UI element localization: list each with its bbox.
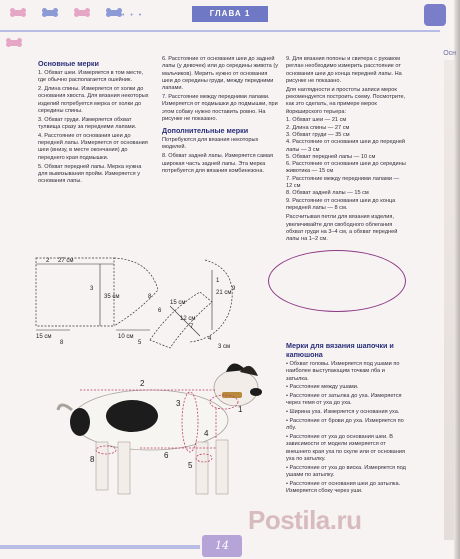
list-item: • Расстояние от уха до основания шеи. В зависимости от модели измеряется от внешнего края уха по скуле или от основания уха по затылку. bbox=[286, 434, 406, 463]
page-footer bbox=[0, 535, 454, 559]
diagram-label: 2 bbox=[46, 258, 50, 264]
header-rule bbox=[0, 30, 440, 32]
dog-label: 6 bbox=[164, 451, 169, 460]
dog-hind-leg bbox=[96, 442, 108, 490]
paragraph: 3. Обхват груди. Измеряется обхват тулвища сразу за передними лапами. bbox=[38, 116, 137, 131]
bone-icon bbox=[108, 10, 120, 16]
diagram-label: 10 см bbox=[118, 334, 134, 340]
column-example bbox=[286, 56, 406, 245]
page-number: 14 bbox=[202, 535, 242, 557]
bone-icon bbox=[76, 10, 88, 16]
diagram-label: 35 см bbox=[104, 294, 120, 300]
paragraph: Потребуются для вязания некоторых моделей. bbox=[162, 137, 259, 151]
column-hat-measurements bbox=[286, 338, 406, 497]
bone-pattern bbox=[0, 10, 120, 16]
diagram-label: 1 bbox=[216, 278, 220, 284]
measurement-item: 8. Обхват задней лапы — 15 см bbox=[286, 190, 369, 197]
paragraph: 9. Для вязания попоны и свитера с рукавом реглан необходимо измерить расстояние от основания шеи до конца передней лапы. На рисунке не показано. bbox=[286, 56, 402, 84]
diagram-label: 12 см bbox=[180, 316, 196, 322]
measurement-item: 7. Расстояние между передними лапами — 12 см bbox=[286, 175, 400, 190]
dog-collar bbox=[222, 392, 242, 398]
back-piece-outline bbox=[36, 258, 114, 326]
diagram-label: 8 bbox=[148, 294, 152, 300]
section-heading: Мерки для вязания шапочки и капюшона bbox=[286, 341, 394, 359]
measurement-item: 2. Длина спины — 27 см bbox=[286, 124, 350, 131]
dog-label: 1 bbox=[238, 405, 243, 414]
dog-label: 3 bbox=[176, 399, 181, 408]
dog-label: 4 bbox=[204, 429, 209, 438]
paragraph: 7. Расстояние между передними лапами. Измеряется от подмышки до подмышки, при этом собаку нужно поставить ровно. На рисунке не показано. bbox=[162, 93, 278, 122]
paragraph: 8. Обхват задней лапы. Измеряется самая широкая часть задней лапы. Эта мерка потребуется для вязания комбинезона. bbox=[162, 153, 274, 174]
dog-spot bbox=[70, 408, 90, 436]
list-item: • Расстояние между ушами. bbox=[286, 384, 359, 391]
footer-rule bbox=[0, 545, 200, 549]
list-item: • Расстояние от брови до уха. Измеряется по лбу. bbox=[286, 418, 404, 432]
measurement-item: 1. Обхват шеи — 21 см bbox=[286, 117, 347, 124]
paragraph: 2. Длина спины. Измеряется от холки до основания хвоста. Для вязания некоторых изделий потребуется мерка от холки до середины спины. bbox=[38, 86, 149, 114]
dog-hind-leg bbox=[118, 442, 130, 494]
dog-label: 5 bbox=[188, 461, 193, 470]
back-piece-curve bbox=[114, 258, 158, 326]
header-dots: • • • bbox=[122, 12, 144, 19]
list-item: • Расстояние от основания шеи до затылка. Измеряется сбоку через уши. bbox=[286, 480, 401, 495]
section-heading: Основные мерки bbox=[38, 59, 99, 68]
diagram-label: 9 bbox=[232, 286, 236, 292]
chapter-title: ГЛАВА 1 bbox=[192, 6, 268, 22]
diagram-label: 6 bbox=[158, 308, 162, 314]
pattern-diagram bbox=[30, 250, 260, 355]
diagram-label: 15 см bbox=[36, 334, 52, 340]
measurement-item: 3. Обхват груди — 35 см bbox=[286, 131, 350, 138]
list-item: • Ширина уха. Измеряется у основания уха. bbox=[286, 409, 400, 416]
diagram-label: 15 см bbox=[170, 300, 186, 306]
highlighted-note: Рассчитывая петли для вязания изделия, увеличивайте для свободного облегания обхват груди на 3–4 см, а обхват передней лапы на 1–2 см. bbox=[286, 214, 398, 243]
dog-front-leg bbox=[196, 442, 208, 494]
measurement-item: 6. Расстояние от основания шеи до середины животика — 15 см bbox=[286, 161, 406, 175]
measurement-item: 9. Расстояние от основания шеи до конца передней лапы — 8 см. bbox=[286, 197, 396, 211]
diagram-label: 8 bbox=[60, 340, 64, 346]
dog-front-leg bbox=[216, 440, 228, 494]
list-item: • Расстояние от затылка до уха. Измеряется через темя от уха до уха. bbox=[286, 393, 402, 407]
bone-icon bbox=[44, 10, 56, 16]
list-item: • Обхват головы. Измеряется под ушами по наиболее выступающим точкам лба и затылка. bbox=[286, 361, 400, 382]
paragraph: 1. Обхват шеи. Измеряется в том месте, где обычно располагается ошейник. bbox=[38, 70, 144, 84]
column-additional-measurements bbox=[162, 56, 278, 177]
measurement-item: 4. Расстояние от основания шеи до передней лапы — 3 см bbox=[286, 139, 406, 153]
diagram-label: 5 bbox=[138, 340, 142, 346]
adjacent-page-text: Осн bbox=[443, 50, 456, 57]
dog-label: 2 bbox=[140, 379, 145, 388]
diagram-label: 21 см bbox=[216, 290, 232, 296]
diagram-label: 4 bbox=[208, 336, 212, 342]
section-heading: Дополнительные мерки bbox=[162, 126, 249, 136]
measurement-item: 5. Обхват передней лапы — 10 см bbox=[286, 153, 376, 160]
diagram-label: 27 см bbox=[58, 258, 74, 264]
diagram-label: 7 bbox=[190, 324, 194, 330]
column-basic-measurements bbox=[38, 56, 152, 187]
list-item: • Расстояние от уха до виска. Измеряется под ушами по затылку. bbox=[286, 464, 406, 479]
dog-nose bbox=[250, 388, 262, 396]
dog-illustration bbox=[40, 350, 280, 530]
paragraph: 5. Обхват передней лапы. Мерка нужна для вывязывания пройм. Измеряется у основания лапы. bbox=[38, 163, 142, 185]
corner-tab bbox=[424, 4, 446, 26]
page-edge bbox=[454, 0, 460, 559]
bone-icon bbox=[12, 10, 24, 16]
paragraph: 4. Расстояние от основания шеи до передней лапы. Измеряется от основания шеи (внизу, в месте окончания) до переднего края подмышки. bbox=[38, 132, 148, 161]
dog-head bbox=[214, 370, 258, 406]
adjacent-page-strip bbox=[444, 60, 454, 540]
paragraph: Для наглядности и простоты записи мерок рекомендуется построить схему. Посмотрите, как это сделать, на примере мерок йоркширского терьера: bbox=[286, 86, 406, 115]
paragraph: 6. Расстояние от основания шеи до задней лапы (у девочек) или до середины живота (у мальчиков). Мерить нужно от основания шеи до середины груди, между передними лапами. bbox=[162, 56, 278, 92]
dog-spot bbox=[106, 400, 158, 432]
diagram-label: 3 bbox=[90, 286, 94, 292]
dog-label: 8 bbox=[90, 455, 95, 464]
dog-tail bbox=[58, 405, 72, 410]
side-bone-pattern bbox=[8, 40, 20, 46]
handdrawn-highlight-ellipse bbox=[268, 250, 406, 312]
watermark: Postila.ru bbox=[248, 505, 362, 535]
diagram-label: 3 см bbox=[218, 344, 231, 350]
page-header bbox=[0, 0, 454, 34]
bone-icon bbox=[8, 40, 20, 46]
